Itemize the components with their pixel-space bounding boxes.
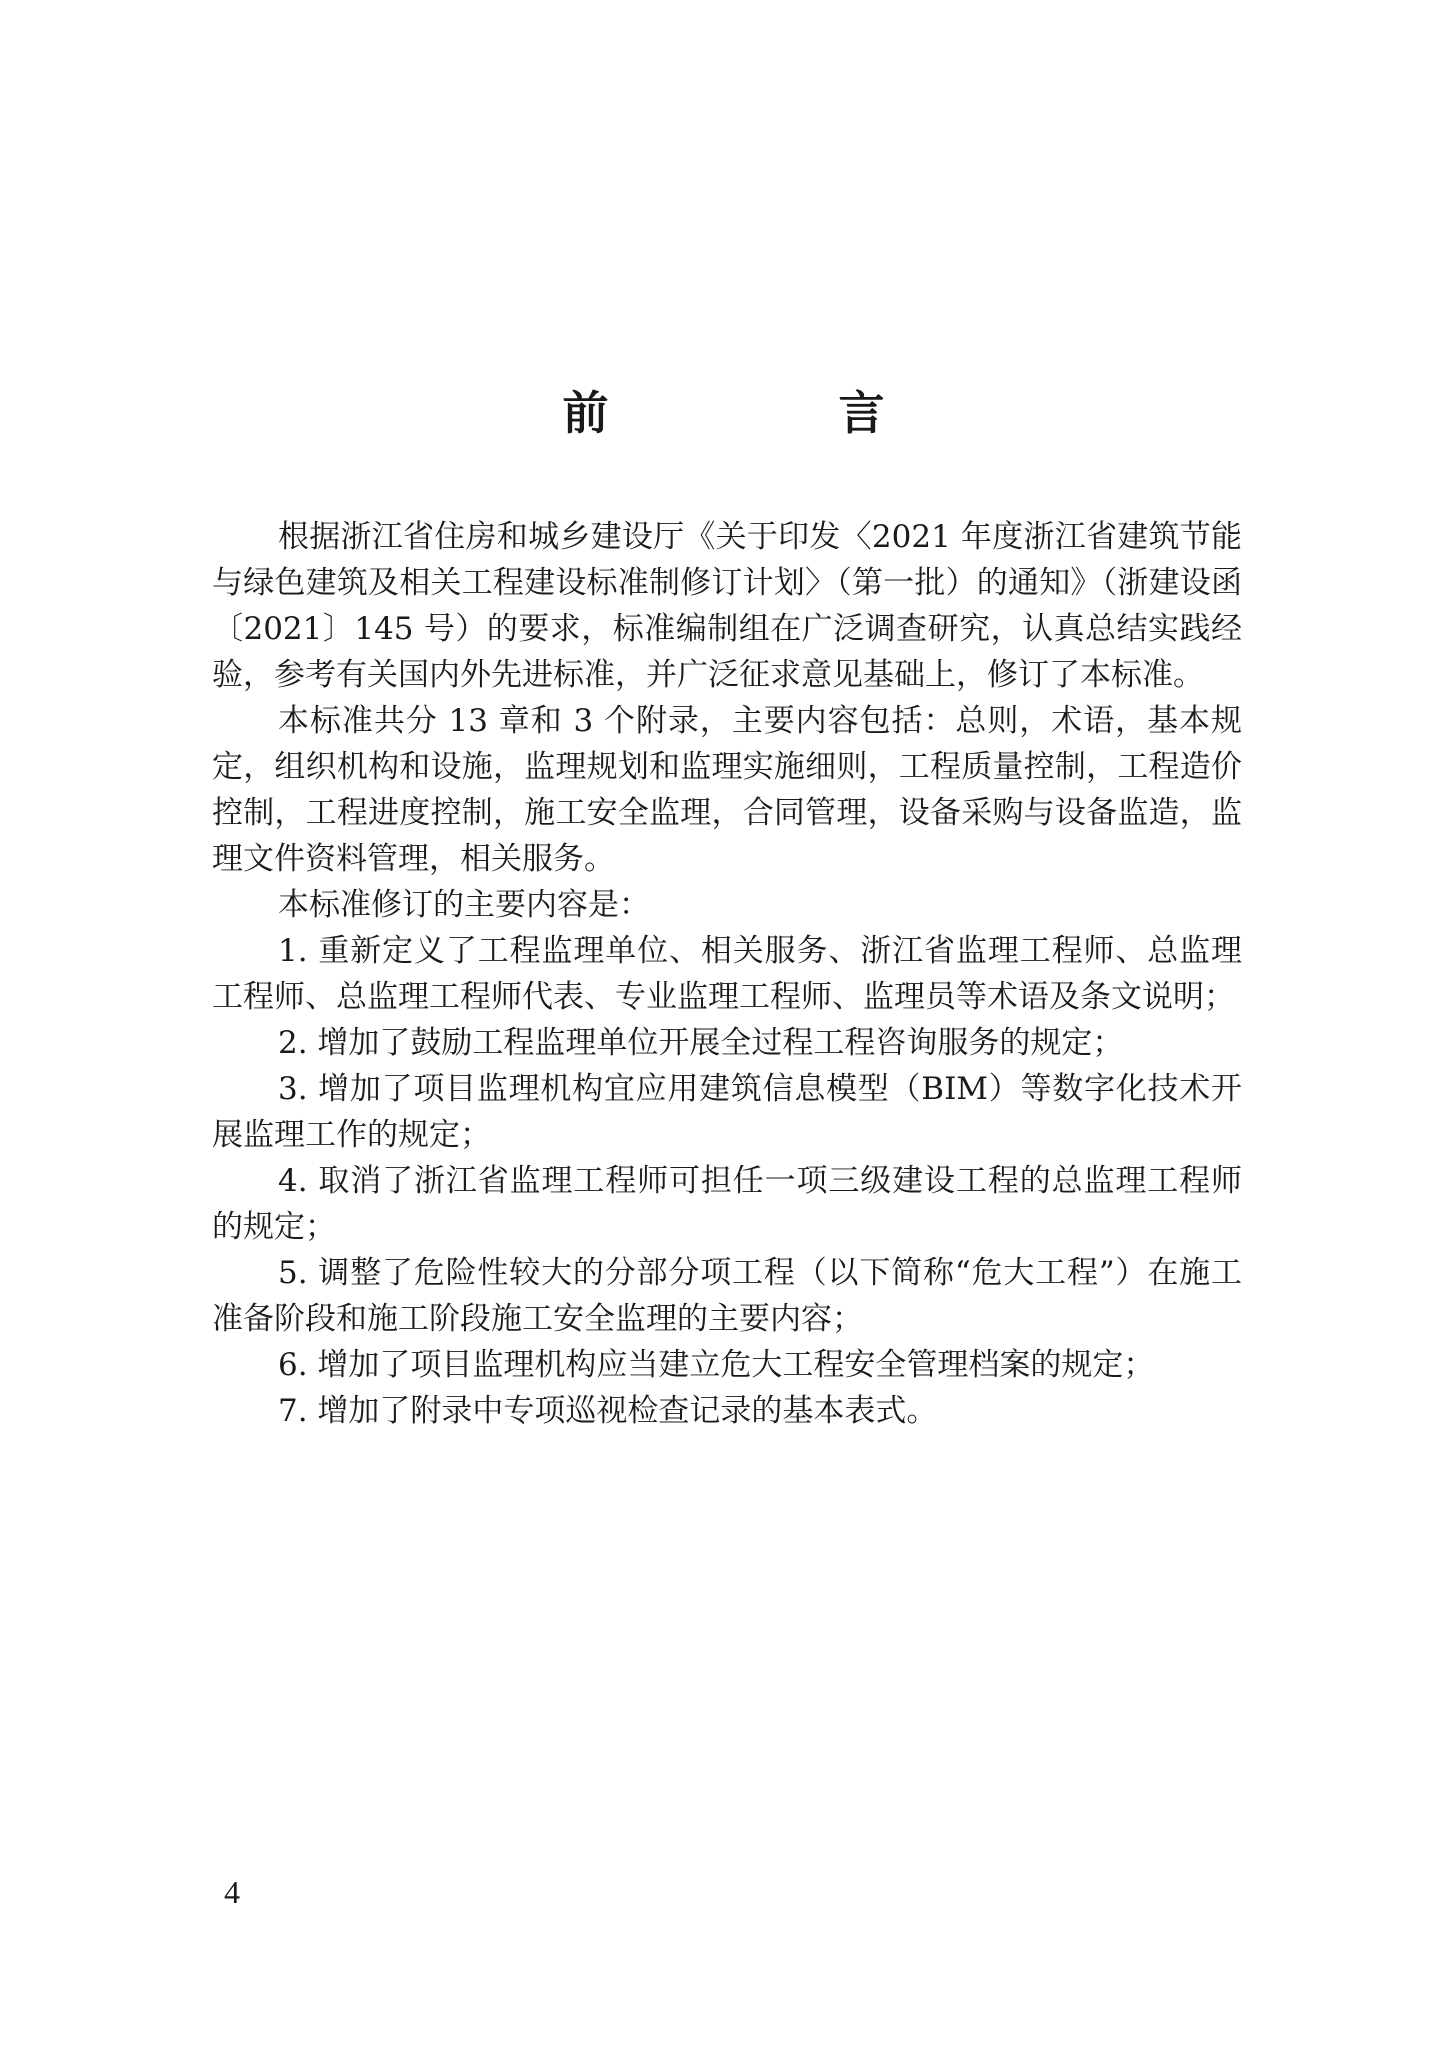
revision-item-7: 7. 增加了附录中专项巡视检查记录的基本表式。 xyxy=(278,1393,938,1429)
paragraph-contents: 本标准共分 13 章和 3 个附录，主要内容包括：总则，术语，基本规定，组织机构和设施，监理规划和监理实施细则，工程质量控制，工程造价控制，工程进度控制，施工安全监理，合同管理，设备采购与设备监造，监理文件资料管理，相关服务。 xyxy=(212,703,1242,877)
revision-item-5: 5. 调整了危险性较大的分部分项工程（以下简称“危大工程”）在施工准备阶段和施工阶段施工安全监理的主要内容； xyxy=(212,1255,1242,1337)
paragraph-revision-intro: 本标准修订的主要内容是： xyxy=(278,887,650,923)
paragraph-basis: 根据浙江省住房和城乡建设厅《关于印发〈2021 年度浙江省建筑节能与绿色建筑及相关工程建设标准制修订计划〉（第一批）的通知》（浙建设函〔2021〕145 号）的要求，标准编制组在广泛调查研究，认真总结实践经验，参考有关国内外先进标准，并广泛征求意见基础上，修订了本标准。 xyxy=(212,519,1242,693)
revision-item-2: 2. 增加了鼓励工程监理单位开展全过程工程咨询服务的规定； xyxy=(278,1025,1124,1061)
revision-item-6: 6. 增加了项目监理机构应当建立危大工程安全管理档案的规定； xyxy=(278,1347,1155,1383)
preface-body xyxy=(212,514,1242,1434)
revision-item-1: 1. 重新定义了工程监理单位、相关服务、浙江省监理工程师、总监理工程师、总监理工程师代表、专业监理工程师、监理员等术语及条文说明； xyxy=(212,933,1242,1015)
page-number: 4 xyxy=(224,1874,240,1910)
revision-item-4: 4. 取消了浙江省监理工程师可担任一项三级建设工程的总监理工程师的规定； xyxy=(212,1163,1242,1245)
revision-item-3: 3. 增加了项目监理机构宜应用建筑信息模型（BIM）等数字化技术开展监理工作的规定； xyxy=(212,1071,1242,1153)
page-title: 前 言 xyxy=(562,385,977,440)
